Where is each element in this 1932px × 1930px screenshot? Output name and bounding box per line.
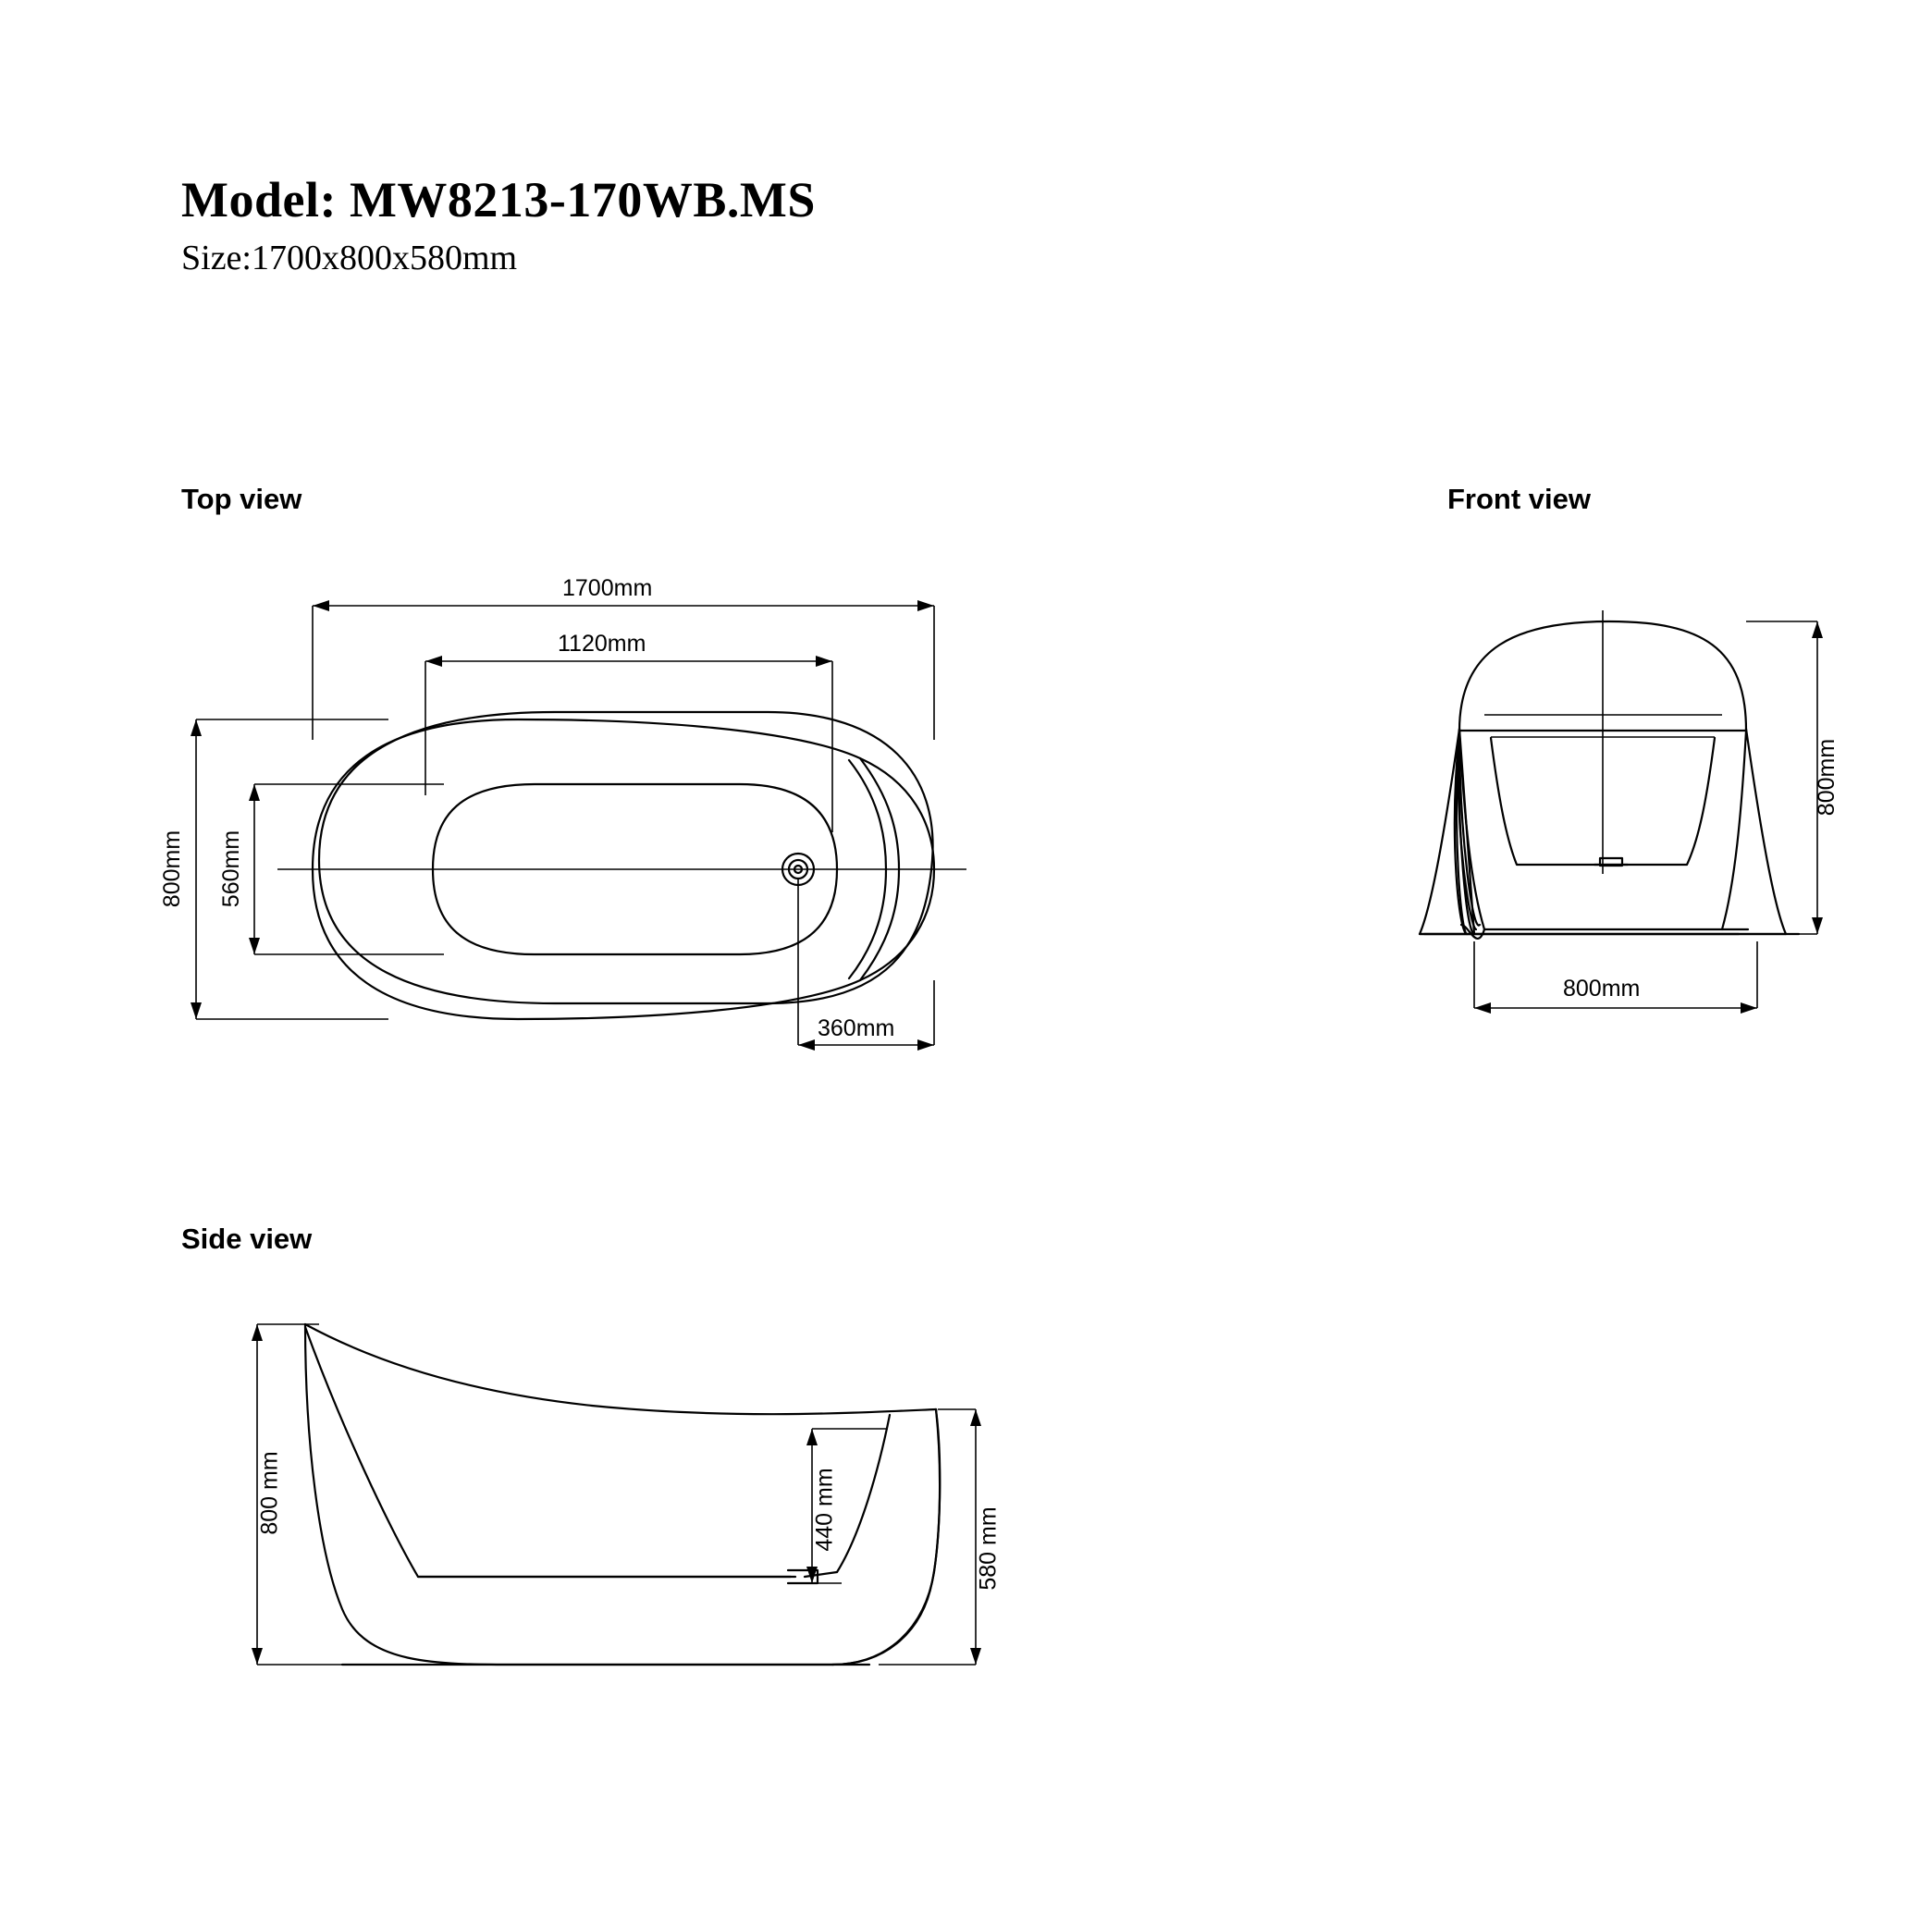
top-view-label: Top view [181, 483, 302, 515]
dim-side-inner-depth: 440 mm [811, 1468, 838, 1552]
dim-top-overall-width: 800mm [159, 830, 186, 908]
side-view-drawing [252, 1324, 981, 1665]
dim-front-height: 800mm [1814, 738, 1840, 817]
side-view-label: Side view [181, 1223, 313, 1255]
dim-top-inner-width: 560mm [218, 830, 245, 908]
dim-front-width: 800mm [1563, 976, 1641, 1002]
front-view-label: Front view [1447, 483, 1592, 515]
dim-top-drain-offset: 360mm [818, 1015, 895, 1041]
dim-top-inner-length: 1120mm [558, 631, 646, 657]
page-title: Model: MW8213-170WB.MS [181, 172, 816, 227]
top-view-drawing [191, 600, 966, 1051]
dim-side-height: 800 mm [256, 1451, 283, 1535]
size-subtitle: Size:1700x800x580mm [181, 239, 518, 278]
dim-top-overall-length: 1700mm [562, 575, 653, 601]
dim-side-rim-height: 580 mm [975, 1506, 1002, 1591]
front-view-drawing [1420, 610, 1823, 1014]
